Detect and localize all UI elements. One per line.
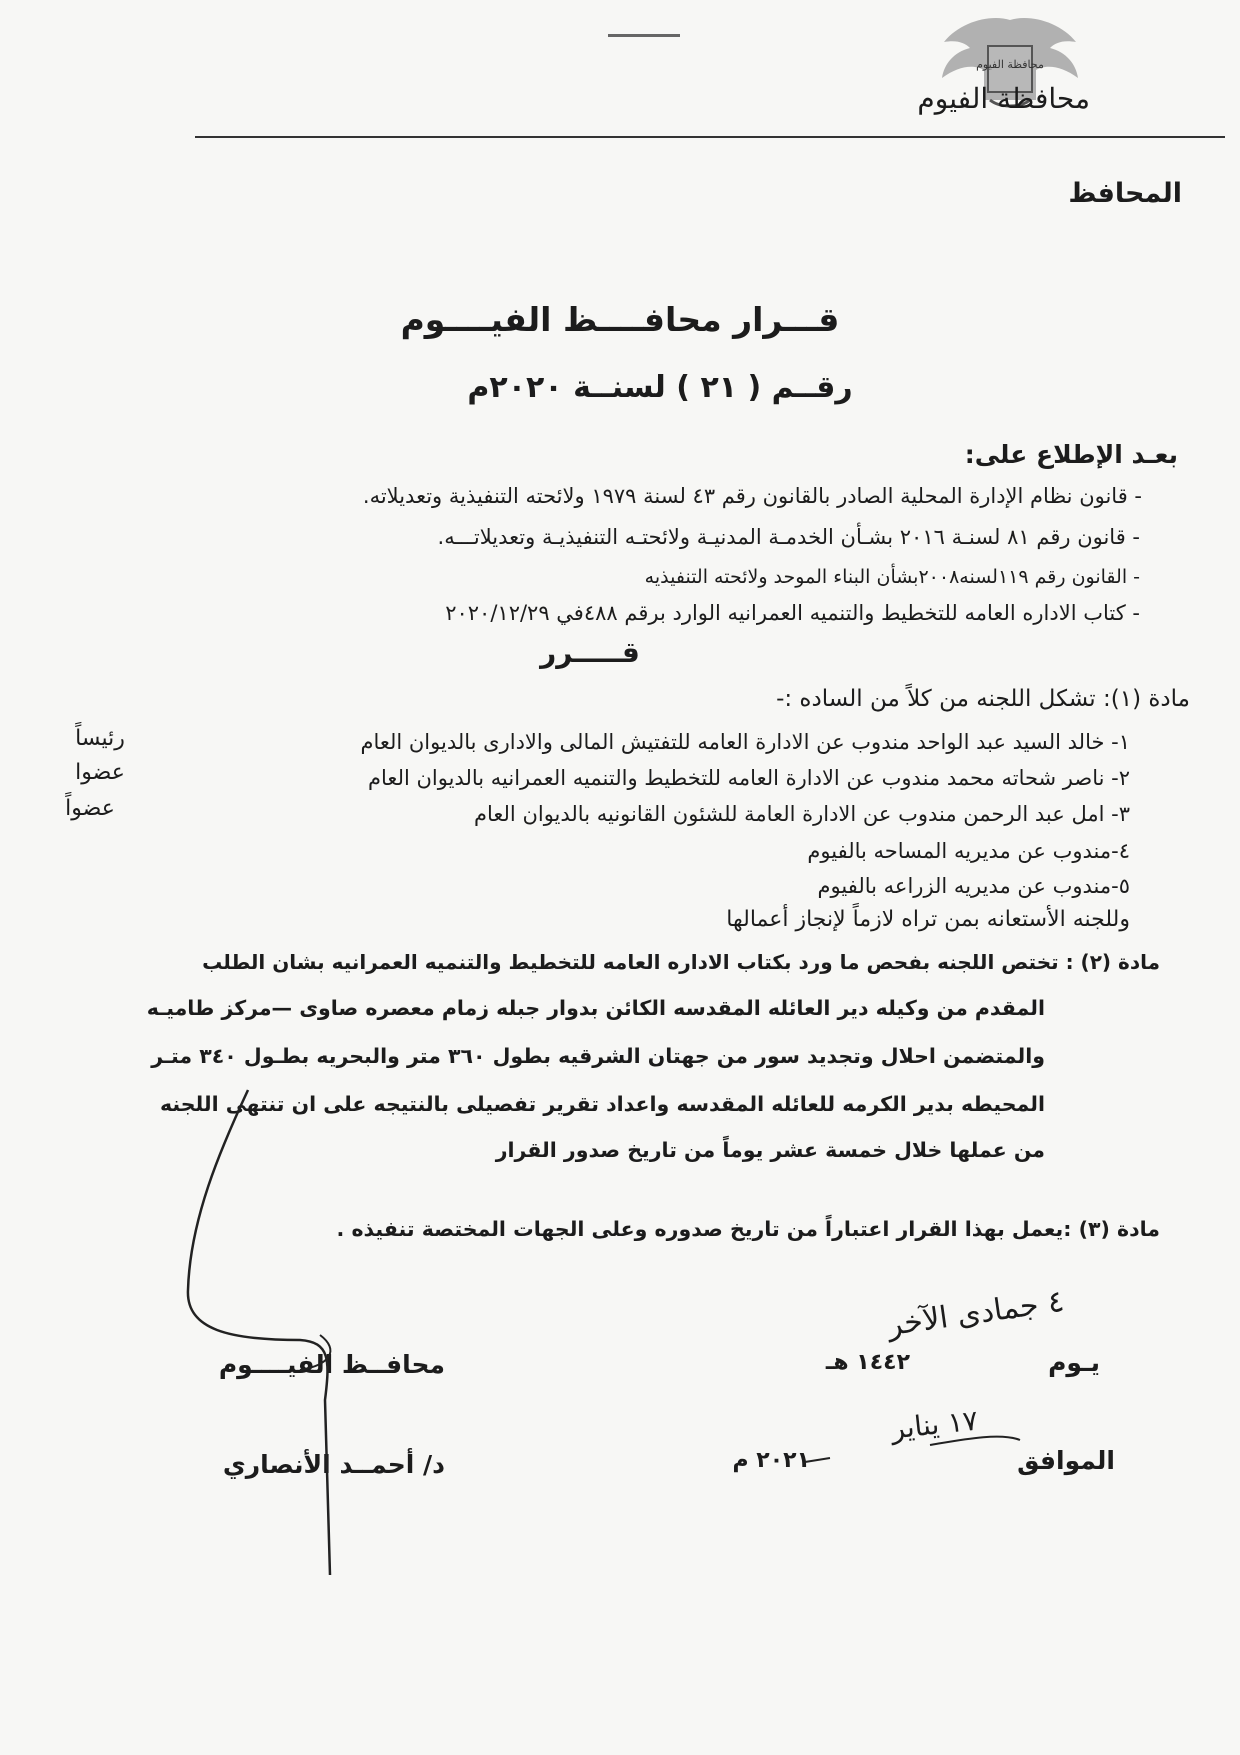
handwritten-hijri-date: ٤ جمادى الآخر [885,1283,1067,1344]
committee-note: وللجنه الأستعانه بمن تراه لازماً لإنجاز أعمالها [726,907,1130,932]
governorate-name: محافظة الفيوم [917,82,1090,115]
committee-member: ٢- ناصر شحاته محمد مندوب عن الادارة العامه للتخطيط والتنميه العمرانيه بالديوان العام [368,766,1130,790]
article-2-line: المحيطه بدير الكرمه للعائله المقدسه واعداد تقرير تفصيلى بالنتيجه على ان تنتهى اللجنه [159,1092,1045,1116]
article-2-line: مادة (٢) : تختص اللجنه بفحص ما ورد بكتاب الاداره العامه للتخطيط والتنميه العمرانيه بشان الطلب [202,950,1160,974]
day-label: يـوم [1048,1348,1100,1377]
decided-heading: قـــــرر [540,636,640,669]
gregorian-year: ٢٠٢١ م [732,1448,810,1473]
signatory-name: د/ أحمــد الأنصاري [222,1450,445,1479]
reference-item: - كتاب الاداره العامه للتخطيط والتنميه العمرانيه الوارد برقم ٤٨٨في ٢٠٢٠/١٢/٢٩ [445,601,1140,625]
member-role: عضوا [75,760,125,785]
member-role: عضواً [65,796,115,821]
article-2-line: المقدم من وكيله دير العائله المقدسه الكائن بدوار جبله زمام معصره صاوى —مركز طاميـه [146,996,1045,1020]
reference-item: - قانون نظام الإدارة المحلية الصادر بالقانون رقم ٤٣ لسنة ١٩٧٩ ولائحته التنفيذية وتعديلاته. [362,484,1142,508]
article-2-line: من عملها خلال خمسة عشر يوماً من تاريخ صدور القرار [495,1138,1045,1162]
committee-member: ١- خالد السيد عبد الواحد مندوب عن الادارة العامه للتفتيش المالى والادارى بالديوان العام [360,730,1130,754]
review-heading: بعـد الإطلاع على: [964,440,1178,469]
article-2-line: والمتضمن احلال وتجديد سور من جهتان الشرقيه بطول ٣٦٠ متر والبحريه بطـول ٣٤٠ متـر [151,1044,1045,1068]
signatory-title: محافــظ الفيــــوم [218,1350,445,1379]
decree-number: رقــم ( ٢١ ) لسنــة ٢٠٢٠م [467,370,853,405]
hijri-year: ١٤٤٢ هـ [825,1350,910,1375]
article-1-intro: مادة (١): تشكل اللجنه من كلاً من الساده :- [776,686,1190,712]
committee-member: ٣- امل عبد الرحمن مندوب عن الادارة العامة للشئون القانونيه بالديوان العام [474,802,1130,826]
reference-item: - قانون رقم ٨١ لسنـة ٢٠١٦ بشـأن الخدمـة المدنيـة ولائحتـه التنفيذيـة وتعديلاتـــه. [437,525,1140,549]
office-label: المحافظ [1068,178,1182,209]
handwritten-gregorian-date: ١٧ يناير [889,1403,980,1446]
corresponding-label: الموافق [1017,1446,1115,1475]
committee-member-extra: ٤-مندوب عن مديريه المساحه بالفيوم [807,839,1130,863]
article-3: مادة (٣) :يعمل بهذا القرار اعتباراً من تاريخ صدوره وعلى الجهات المختصة تنفيذه . [336,1217,1160,1241]
emblem-text: محافظة الفيوم [976,58,1044,71]
committee-member-extra: ٥-مندوب عن مديريه الزراعه بالفيوم [817,874,1130,898]
member-role: رئيساً [75,726,125,751]
decree-title: قـــرار محافــــظ الفيــــوم [400,300,840,339]
reference-item: - القانون رقم ١١٩لسنه٢٠٠٨بشأن البناء الموحد ولائحته التنفيذيه [644,566,1140,588]
